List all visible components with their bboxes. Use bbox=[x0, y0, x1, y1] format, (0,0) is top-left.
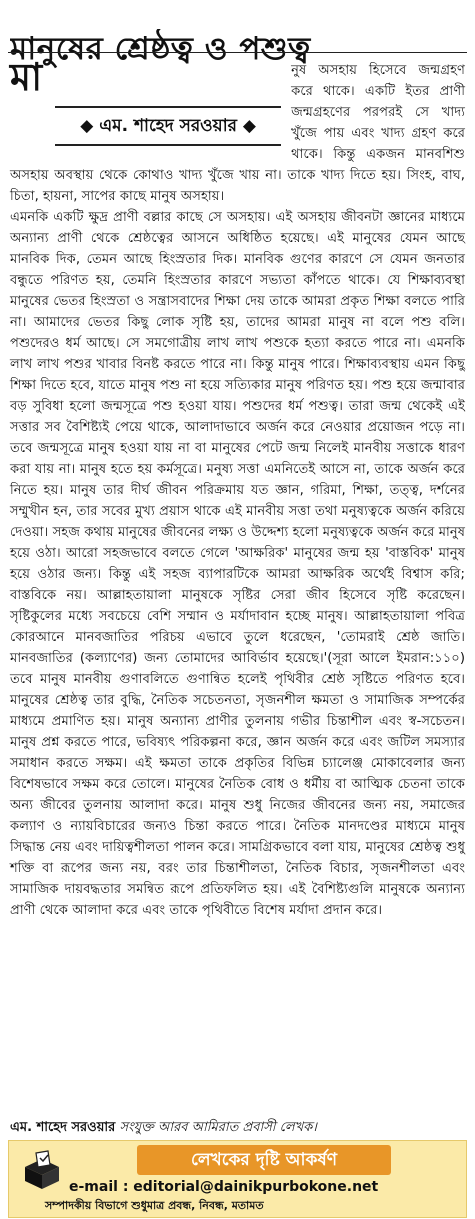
ballot-box-icon bbox=[21, 1149, 63, 1191]
editorial-email[interactable]: e-mail : editorial@dainikpurbokone.net bbox=[69, 1179, 379, 1195]
article-body bbox=[10, 55, 465, 921]
article-headline: মানুষের শ্রেষ্ঠত্ব ও পশুত্ব bbox=[10, 30, 311, 67]
intro-text: নুষ অসহায় হিসেবে জন্মগ্রহণ করে থাকে। একটি ইতর প্রাণী জন্মগ্রহণের পরপরই সে খাদ্য খুঁজে পায় এবং খাদ্য গ্রহণ করে থাকে। কিন্তু একজন মানবশিশু অসহায় অবস্থায় থেকে কোথাও খাদ্য খুঁজে খায় না। তাকে খাদ্য দিতে হয়। সিংহ, বাঘ, চিতা, হায়না, সাপের কাছে মানুষ অসহায়। bbox=[10, 63, 465, 204]
promo-line-1: সম্পাদকীয় বিভাগে শুধুমাত্র প্রবন্ধ, নিবন্ধ, মতামত bbox=[45, 1199, 264, 1212]
writer-attention-button[interactable]: লেখকের দৃষ্টি আকর্ষণ bbox=[137, 1145, 391, 1175]
article-intro bbox=[10, 55, 465, 207]
author-note bbox=[10, 1119, 465, 1137]
writer-attention-box bbox=[8, 1140, 467, 1218]
article-paragraph: এমনকি একটি ক্ষুদ্র প্রাণী বল্লার কাছে সে অসহায়। এই অসহায় জীবনটা জ্ঞানের মাধ্যমে অন্যান্য প্রাণী থেকে শ্রেষ্ঠত্বের আসনে অধিষ্ঠিত হয়েছে। এই মানুষের যেমন আছে মানবিক দিক, তেমন আছে হিংস্রতার দিক। মানবিক গুণের কারণে সে যেমন জনতার বন্ধুতে পরিণত হয়, তেমনি হিংস্রতার কারণে সভ্যতা কাঁপতে থাকে। যে শিক্ষাব্যবস্থা মানুষের ভেতর হিংস্রতা ও সন্ত্রাসবাদের শিক্ষা দেয় তাকে আমরা প্রকৃত শিক্ষা বলতে পারি না। আমাদের ভেতর কিছু লোক সৃষ্টি হয়, তাদের আমরা মানুষ না বলে পশু বলি। পশুদেরও ধর্ম আছে। সে সমগোত্রীয় লাখ লাখ পশুকে হত্যা করতে পারে না। এমনকি লাখ লাখ পশুর খাবার বিনষ্ট করতে পারে না। কিন্তু মানুষ পারে। শিক্ষাব্যবস্থায় এমন কিছু শিক্ষা দিতে হবে, যাতে মানুষ পশু না হয়ে সত্যিকার মানুষ পরিণত হয়। পশু হয়ে জন্মাবার বড় সুবিধা হলো জন্মসূত্রে পশু হওয়া যায়। পশুদের ধর্ম পশুত্ব। তারা জন্ম থেকেই এই সত্তার সব বৈশিষ্ট্যই পেয়ে থাকে, আলাদাভাবে অর্জন করে নেওয়ার প্রয়োজন পড়ে না। তবে জন্মসূত্রে মানুষ হওয়া যায় না বা মানুষের পেটে জন্ম নিলেই মানবীয় সত্তাকে ধারণ করা যায় না। মানুষ হতে হয় কর্মসূত্রে। মনুষ্য সত্তা এমনিতেই আসে না, তাকে অর্জন করে নিতে হয়। মানুষ তার দীর্ঘ জীবন পরিক্রমায় যত জ্ঞান, গরিমা, শিক্ষা, তত্ত্ব, দর্শনের সম্মুখীন হন, তার সবের মুখ্য প্রয়াস থাকে এই মানবীয় সত্তা তথা মনুষ্যত্বকে অর্জন করিয়ে দেওয়া। সহজ কথায় মানুষের জীবনের লক্ষ্য ও উদ্দেশ্য হলো মনুষ্যত্বকে অর্জন করে মানুষ হয়ে ওঠা। আরো সহজভাবে বলতে গেলে 'আক্ষরিক' মানুষের জন্ম হয় 'বাস্তবিক' মানুষ হয়ে ওঠার জন্য। কিন্তু এই সহজ ব্যাপারটিকে আমরা আক্ষরিক অর্থেই বিশ্বাস করি; বাস্তবিকে নয়। আল্লাহতায়ালা মানুষকে সৃষ্টির সেরা জীব হিসেবে সৃষ্টি করেছেন। সৃষ্টিকুলের মধ্যে সবচেয়ে বেশি সম্মান ও মর্যাদাবান হচ্ছে মানুষ। আল্লাহতায়ালা পবিত্র কোরআনে মানবজাতির পরিচয় এভাবে তুলে ধরেছেন, 'তোমরাই শ্রেষ্ঠ জাতি। মানবজাতির (কল্যাণের) জন্য তোমাদের আবির্ভাব হয়েছে।'(সূরা আলে ইমরান:১১০) তবে মানুষ মানবীয় গুণাবলিতে গুণান্বিত হলেই পৃথিবীর শ্রেষ্ঠ সৃষ্টিতে পরিণত হবে। মানুষের শ্রেষ্ঠত্ব তার বুদ্ধি, নৈতিক সচেতনতা, সৃজনশীল ক্ষমতা ও সামাজিক সম্পর্কের মাধ্যমে প্রমাণিত হয়। মানুষ অন্যান্য প্রাণীর তুলনায় গভীর চিন্তাশীল এবং স্ব-সচেতন। মানুষ প্রশ্ন করতে পারে, ভবিষ্যৎ পরিকল্পনা করে, জ্ঞান অর্জন করে এবং জটিল সমস্যার সমাধান করতে সক্ষম। এই ক্ষমতা তাকে প্রকৃতির বিভিন্ন চ্যালেঞ্জ মোকাবেলার জন্য বিশেষভাবে সক্ষম করে তোলে। মানুষের নৈতিক বোধ ও ধর্মীয় বা আত্মিক চেতনা তাকে অন্য জীবের তুলনায় আলাদা করে। মানুষ শুধু নিজের জীবনের জন্য নয়, সমাজের কল্যাণ ও ন্যায়বিচারের জন্যও চিন্তা করতে পারে। নৈতিক মানদণ্ডের মাধ্যমে মানুষ সিদ্ধান্ত নেয় এবং দায়িত্বশীলতা পালন করে। সামগ্রিকভাবে বলা যায়, মানুষের শ্রেষ্ঠত্ব শুধু শক্তি বা রূপের জন্য নয়, বরং তার চিন্তাশীলতা, নৈতিক বিচার, সৃজনশীলতা এবং সামাজিক দায়বদ্ধতার সমন্বিত রূপে প্রতিফলিত হয়। এই বৈশিষ্ট্যগুলি মানুষকে অন্যান্য প্রাণী থেকে আলাদা করে এবং তাকে পৃথিবীতে বিশেষ মর্যাদা প্রদান করে। bbox=[10, 210, 465, 918]
headline-rule bbox=[8, 52, 467, 53]
author-name: এম. শাহেদ সরওয়ার bbox=[10, 1120, 116, 1135]
drop-cap: মা bbox=[10, 55, 43, 99]
author-byline: ◆ এম. শাহেদ সরওয়ার ◆ bbox=[55, 106, 281, 146]
author-description: সংযুক্ত আরব আমিরাত প্রবাসী লেখক। bbox=[119, 1120, 317, 1135]
